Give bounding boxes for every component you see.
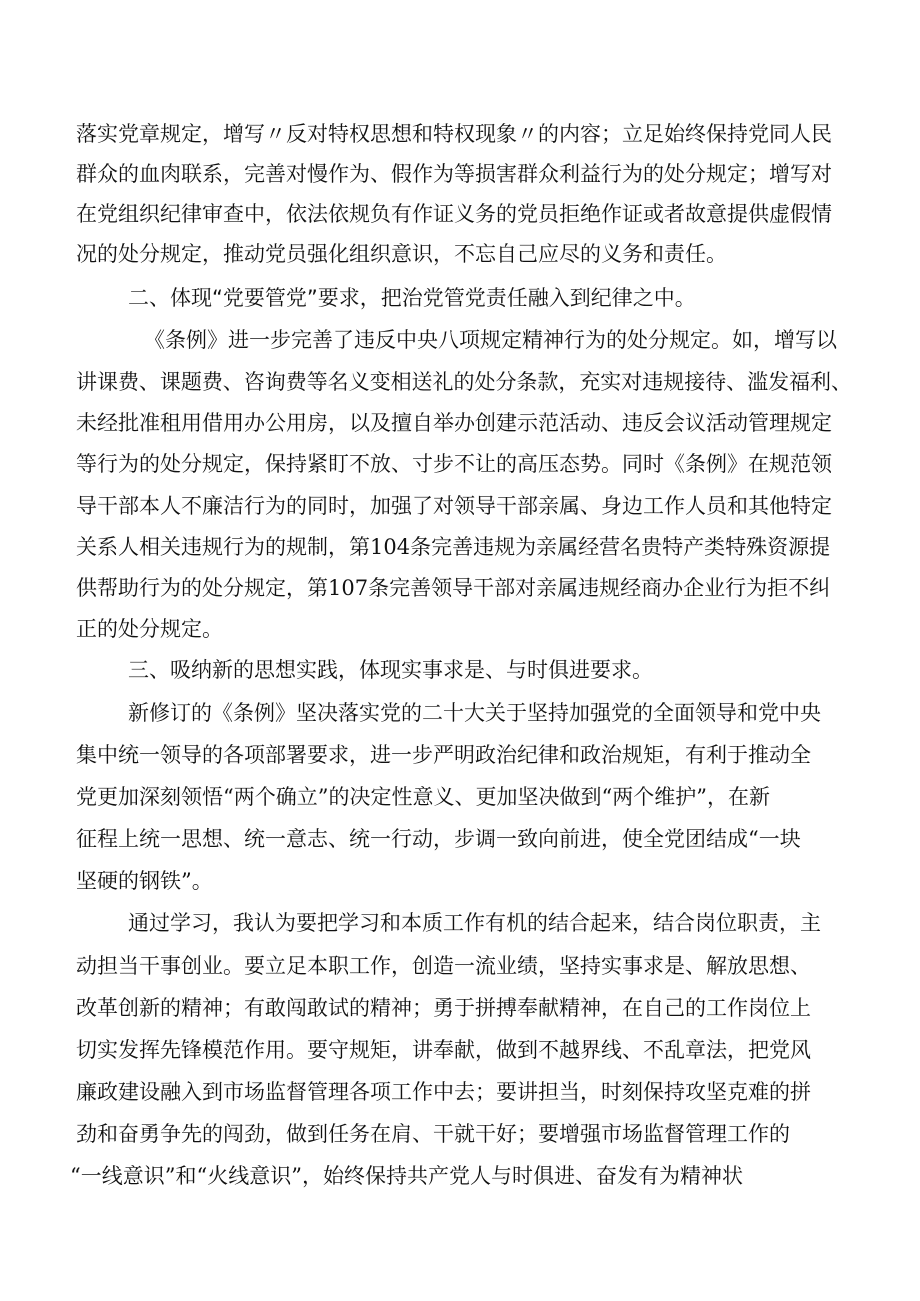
paragraph-2-line-6: 关系人相关违规行为的规制，第104条完善违规为亲属经营名贵特产类特殊资源提 — [76, 535, 831, 559]
paragraph-2-line-8: 正的处分规定。 — [76, 617, 223, 641]
paragraph-4-line-7: “一线意识”和“火线意识”，始终保持共产党人与时俱进、奋发有为精神状 — [70, 1164, 743, 1188]
paragraph-2-line-7: 供帮助行为的处分规定，第107条完善领导干部对亲属违规经商办企业行为拒不纠 — [76, 576, 831, 600]
paragraph-4-line-5: 廉政建设融入到市场监督管理各项工作中去；要讲担当，时刻保持攻坚克难的拼 — [76, 1080, 811, 1104]
section-heading-2: 二、体现“党要管党”要求，把治党管党责任融入到纪律之中。 — [128, 286, 696, 310]
paragraph-4-line-4: 切实发挥先锋模范作用。要守规矩，讲奉献，做到不越界线、不乱章法，把党风 — [76, 1038, 811, 1062]
paragraph-4-line-6: 劲和奋勇争先的闯劲，做到任务在肩、干就干好；要增强市场监督管理工作的 — [76, 1122, 790, 1146]
paragraph-4-line-2: 动担当干事创业。要立足本职工作，创造一流业绩，坚持实事求是、解放思想、 — [76, 954, 811, 978]
section-heading-3: 三、吸纳新的思想实践，体现实事求是、与时俱进要求。 — [128, 658, 653, 682]
paragraph-3-line-3: 党更加深刻领悟“两个确立”的决定性意义、更加坚决做到“两个维护”，在新 — [76, 785, 770, 809]
paragraph-2-line-1: 《条例》进一步完善了违反中央八项规定精神行为的处分规定。如，增写以 — [144, 328, 837, 352]
paragraph-1-line-4: 况的处分规定，推动党员强化组织意识，不忘自己应尽的义务和责任。 — [76, 242, 727, 266]
paragraph-3-line-4: 征程上统一思想、统一意志、统一行动，步调一致向前进，使全党团结成“一块 — [76, 827, 801, 851]
paragraph-3-line-1: 新修订的《条例》坚决落实党的二十大关于坚持加强党的全面领导和党中央 — [128, 701, 821, 725]
paragraph-3-line-2: 集中统一领导的各项部署要求，进一步严明政治纪律和政治规矩，有利于推动全 — [76, 743, 811, 767]
paragraph-2-line-5: 导干部本人不廉洁行为的同时，加强了对领导干部亲属、身边工作人员和其他特定 — [76, 494, 832, 518]
paragraph-2-line-3: 未经批准租用借用办公用房，以及擅自举办创建示范活动、违反会议活动管理规定 — [76, 411, 832, 435]
paragraph-2-line-2: 讲课费、课题费、咨询费等名义变相送礼的处分条款，充实对违规接待、滥发福利、 — [76, 370, 852, 394]
paragraph-2-line-4: 等行为的处分规定，保持紧盯不放、寸步不让的高压态势。同时《条例》在规范领 — [76, 452, 832, 476]
paragraph-4-line-3: 改革创新的精神；有敢闯敢试的精神；勇于拼搏奉献精神，在自己的工作岗位上 — [76, 996, 811, 1020]
paragraph-3-line-5: 坚硬的钢铁”。 — [76, 869, 213, 893]
paragraph-4-line-1: 通过学习，我认为要把学习和本质工作有机的结合起来，结合岗位职责，主 — [128, 911, 821, 935]
paragraph-1-line-1: 落实党章规定，增写〃反对特权思想和特权现象〃的内容；立足始终保持党同人民 — [76, 122, 832, 146]
paragraph-1-line-2: 群众的血肉联系，完善对慢作为、假作为等损害群众利益行为的处分规定；增写对 — [76, 162, 832, 186]
paragraph-1-line-3: 在党组织纪律审查中，依法依规负有作证义务的党员拒绝作证或者故意提供虚假情 — [76, 202, 832, 226]
